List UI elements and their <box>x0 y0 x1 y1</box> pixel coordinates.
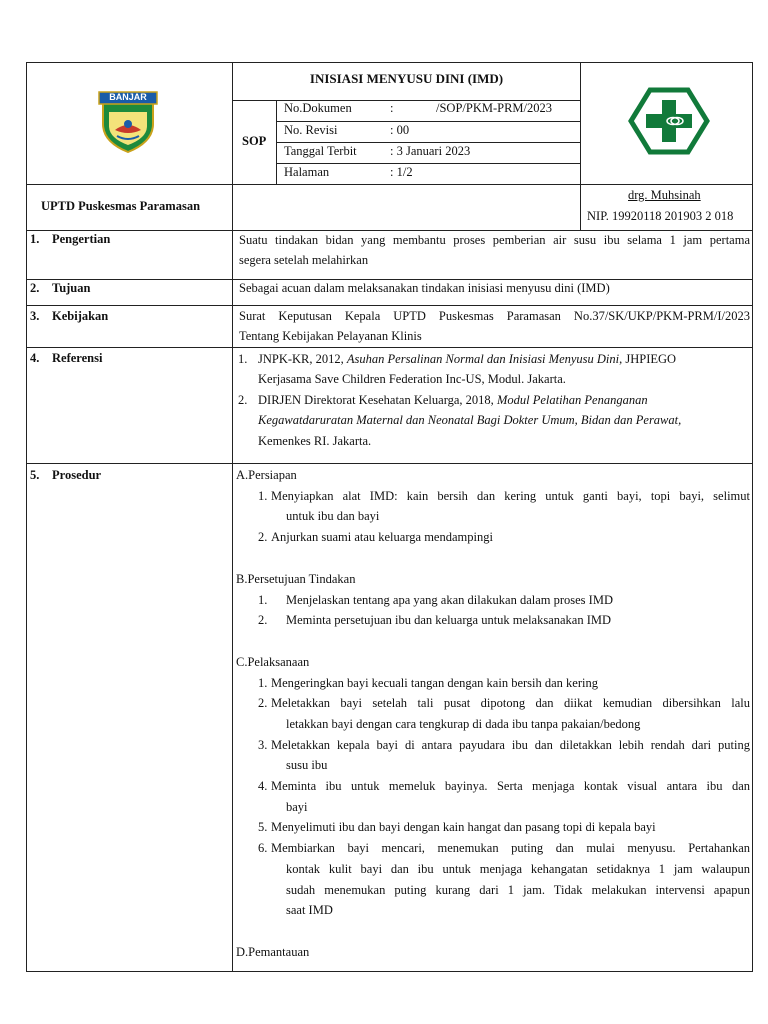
sop-label: SOP <box>242 134 267 148</box>
pengertian-text-line: segera setelah melahirkan <box>239 253 369 267</box>
procedure-step-number: 3. <box>258 738 268 752</box>
procedure-step-text: Meletakkan kepala bayi di antara payudara ibu dan diletakkan lebih rendah dari puting <box>271 738 750 752</box>
section-number: 4. <box>30 351 40 365</box>
procedure-step-number: 6. <box>258 841 268 855</box>
reference-1-publisher: , JHPIEGO <box>619 352 677 366</box>
procedure-step-text: Membiarkan bayi mencari, menemukan puting dan mulai menyusu. Pertahankan <box>271 841 750 855</box>
kebijakan-text-line: Surat Keputusan Kepala UPTD Puskesmas Paramasan No.37/SK/UKP/PKM-PRM/I/2023 <box>239 309 750 323</box>
procedure-step-text: Menyelimuti ibu dan bayi dengan kain hangat dan pasang topi di kepala bayi <box>271 820 656 834</box>
reference-1-author: JNPK-KR, 2012, <box>258 352 347 366</box>
reference-1-line-2: Kerjasama Save Children Federation Inc-US, Modul. Jakarta. <box>258 372 566 386</box>
border-bottom <box>26 971 753 972</box>
reference-2-line-2 <box>258 412 681 428</box>
pengertian-text-line: Suatu tindakan bidan yang membantu proses pemberian air susu ibu selama 1 jam pertama <box>239 233 750 247</box>
institution-name: UPTD Puskesmas Paramasan <box>41 199 201 213</box>
border-logo-row-bottom <box>26 184 753 185</box>
doc-row-value: : 1/2 <box>390 165 413 179</box>
puskesmas-logo <box>628 84 710 158</box>
procedure-step-number: 1. <box>258 489 268 503</box>
procedure-step-text: untuk ibu dan bayi <box>286 509 380 523</box>
procedure-step-text: kontak kulit bayi dan ibu untuk menjaga kehangatan setidaknya 1 jam walaupun <box>286 862 750 876</box>
reference-2-line-3: Kemenkes RI. Jakarta. <box>258 434 372 448</box>
document-title: INISIASI MENYUSU DINI (IMD) <box>309 71 504 86</box>
doc-row-value: : 00 <box>390 123 410 137</box>
doc-row-label: No. Revisi <box>284 123 338 137</box>
border-row2-bottom <box>26 305 753 306</box>
border-col-right-header <box>580 62 581 230</box>
doc-row-value-number: /SOP/PKM-PRM/2023 <box>436 101 553 115</box>
border-col1 <box>232 62 233 972</box>
subsection-title-pemantauan: D.Pemantauan <box>236 945 310 959</box>
section-number: 5. <box>30 468 40 482</box>
section-label-tujuan: Tujuan <box>52 281 91 295</box>
procedure-step-text: Anjurkan suami atau keluarga mendampingi <box>271 530 493 544</box>
border-header-bottom <box>26 230 753 231</box>
banjar-logo-text: BANJAR <box>109 92 147 102</box>
signer-nip: NIP. 19920118 201903 2 018 <box>587 209 734 223</box>
section-number: 3. <box>30 309 40 323</box>
procedure-step-number: 1. <box>258 593 268 607</box>
doc-row-value: : 3 Januari 2023 <box>390 144 471 158</box>
procedure-step-text: Menjelaskan tentang apa yang akan dilakukan dalam proses IMD <box>286 593 613 607</box>
reference-number: 2. <box>238 393 248 407</box>
procedure-step-text: Meminta persetujuan ibu dan keluarga untuk melaksanakan IMD <box>286 613 612 627</box>
section-label-pengertian: Pengertian <box>52 232 111 246</box>
procedure-step-text: Menyiapkan alat IMD: kain bersih dan kering untuk ganti bayi, topi bayi, selimut <box>271 489 750 503</box>
reference-2-line-1 <box>258 392 648 408</box>
procedure-step-text: bayi <box>286 800 308 814</box>
reference-2-title-cont: Kegawatdaruratan Maternal dan Neonatal Bagi Dokter Umum, Bidan dan Perawat, <box>258 413 682 427</box>
border-row4-bottom <box>26 463 753 464</box>
procedure-step-text: saat IMD <box>286 903 333 917</box>
procedure-step-number: 1. <box>258 676 268 690</box>
section-number: 2. <box>30 281 40 295</box>
subsection-title-pelaksanaan: C.Pelaksanaan <box>236 655 310 669</box>
procedure-step-text: sudah menemukan puting kurang dari 1 jam. Tidak melakukan intervensi apapun <box>286 883 750 897</box>
procedure-step-number: 2. <box>258 613 268 627</box>
procedure-step-text: susu ibu <box>286 758 328 772</box>
procedure-step-text: Meletakkan bayi setelah tali pusat dipotong dan diikat kemudian dibersihkan lalu <box>271 696 750 710</box>
procedure-step-number: 2. <box>258 696 268 710</box>
subsection-title-persiapan: A.Persiapan <box>236 468 297 482</box>
banjar-logo <box>95 90 161 154</box>
procedure-step-number: 4. <box>258 779 268 793</box>
border-left <box>26 62 27 972</box>
tujuan-text-line: Sebagai acuan dalam melaksanakan tindakan inisiasi menyusu dini (IMD) <box>239 281 610 295</box>
reference-1-title: Asuhan Persalinan Normal dan Inisiasi Menyusu Dini <box>346 352 620 366</box>
doc-row-label: No.Dokumen <box>284 101 352 115</box>
reference-1-line-1 <box>258 351 676 367</box>
border-row3-bottom <box>26 347 753 348</box>
doc-row-label: Halaman <box>284 165 330 179</box>
section-label-kebijakan: Kebijakan <box>52 309 109 323</box>
subsection-title-persetujuan: B.Persetujuan Tindakan <box>236 572 356 586</box>
signer-name: drg. Muhsinah <box>628 188 701 202</box>
reference-2-author: DIRJEN Direktorat Kesehatan Keluarga, 2018, <box>258 393 497 407</box>
doc-row-value: : <box>390 101 394 115</box>
section-label-prosedur: Prosedur <box>52 468 102 482</box>
border-top <box>26 62 753 63</box>
section-number: 1. <box>30 232 40 246</box>
kebijakan-text-line: Tentang Kebijakan Pelayanan Klinis <box>239 329 422 343</box>
section-label-referensi: Referensi <box>52 351 103 365</box>
procedure-step-number: 5. <box>258 820 268 834</box>
reference-number: 1. <box>238 352 248 366</box>
reference-2-title: Modul Pelatihan Penanganan <box>496 393 648 407</box>
doc-row-label: Tanggal Terbit <box>284 144 357 158</box>
procedure-step-text: Meminta ibu untuk memeluk bayinya. Serta menjaga kontak visual antara ibu dan <box>271 779 750 793</box>
procedure-step-text: letakkan bayi dengan cara tengkurap di dada ibu tanpa pakaian/bedong <box>286 717 641 731</box>
procedure-step-number: 2. <box>258 530 268 544</box>
border-right <box>752 62 753 972</box>
procedure-step-text: Mengeringkan bayi kecuali tangan dengan kain bersih dan kering <box>271 676 598 690</box>
